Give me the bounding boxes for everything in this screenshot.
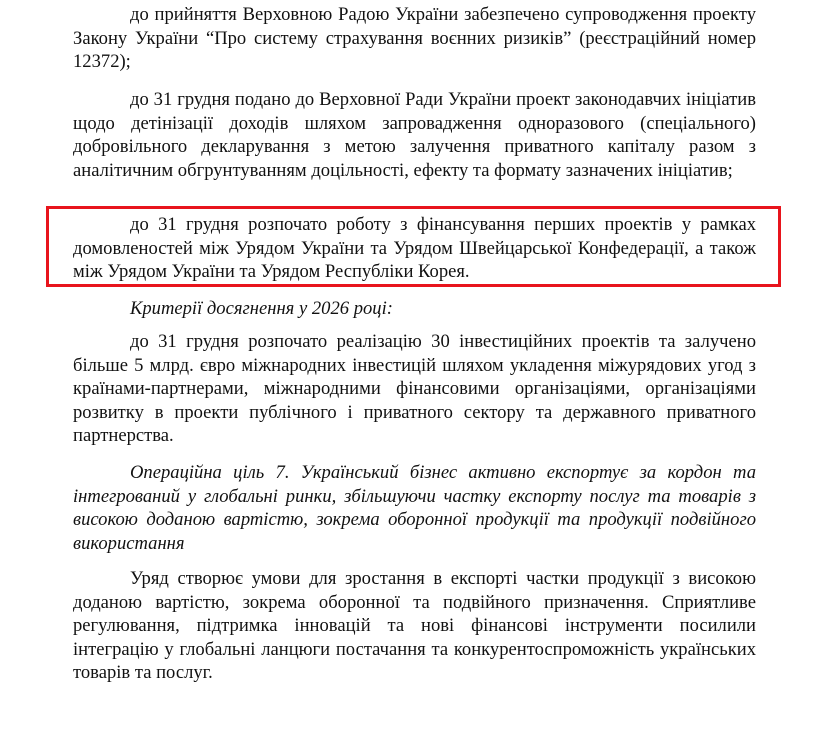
criteria-heading: Критерії досягнення у 2026 році:	[130, 298, 393, 319]
paragraph-export-conditions: Уряд створює умови для зростання в експорті частки продукції з високою доданою вартістю, зокрема оборонної та подвійного призначення. Сприятливе регулювання, підтримка інновацій та нові фінансові інструменти посилили інтеграцію у глобальні ланцюги постачання та конкурентоспроможність українських товарів та послуг.	[73, 568, 756, 683]
paragraph-investment-projects: до 31 грудня розпочато реалізацію 30 інвестиційних проектів та залучено більше 5 млрд. євро міжнародних інвестицій шляхом укладення міжурядових угод з країнами-партнерами, міжнародними фінансовими організаціями, організаціями розвитку в проекти публічного і приватного сектору та державного приватного партнерства.	[73, 331, 756, 446]
paragraph-law-support: до прийняття Верховною Радою України забезпечено супроводження проекту Закону України “Про систему страхування воєнних ризиків” (реєстраційний номер 12372);	[73, 4, 756, 72]
operational-goal-7: Операційна ціль 7. Український бізнес активно експортує за кордон та інтегрований у глобальні ринки, збільшуючи частку експорту послуг та товарів з високою доданою вартістю, зокрема оборонної продукції та продукції подвійного використання	[73, 462, 756, 554]
paragraph-legislative-initiative: до 31 грудня подано до Верховної Ради України проект законодавчих ініціатив щодо детінізації доходів шляхом запровадження одноразового (спеціального) добровільного декларування з метою залучення приватного капіталу разом з аналітичним обгрунтуванням доцільності, ефекту та формату зазначених ініціатив;	[73, 89, 756, 181]
paragraph-financing-projects: до 31 грудня розпочато роботу з фінансування перших проектів у рамках домовленостей між Урядом України та Урядом Швейцарської Конфедерації, а також між Урядом України та Урядом Республіки Корея.	[73, 214, 756, 282]
